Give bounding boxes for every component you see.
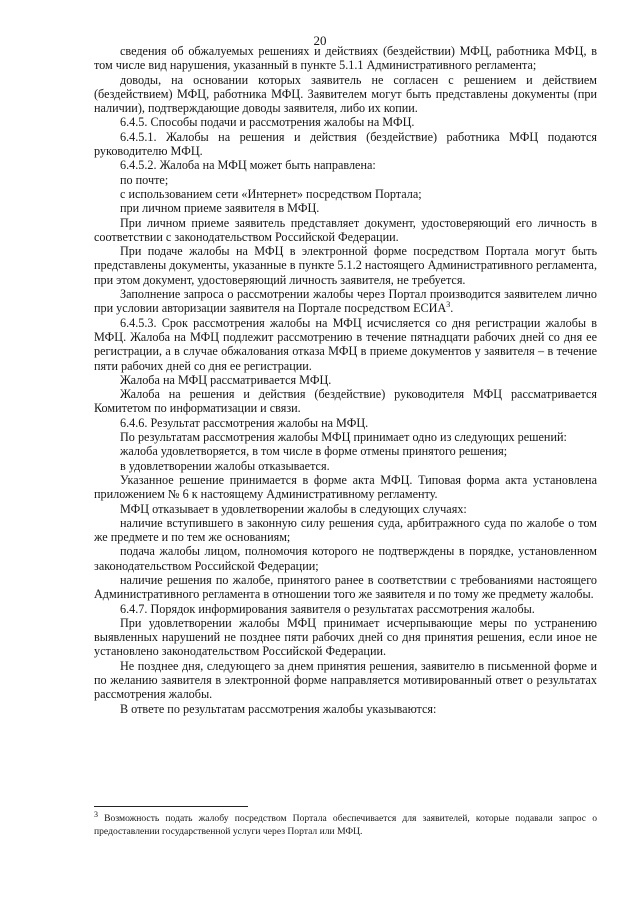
paragraph-with-footnote xyxy=(94,287,597,316)
list-item: наличие вступившего в законную силу решения суда, арбитражного суда по жалобе о том же предмете и по тем же основаниям; xyxy=(94,515,597,545)
list-item: по почте; xyxy=(120,172,169,187)
paragraph: По результатам рассмотрения жалобы МФЦ принимает одно из следующих решений: xyxy=(120,430,567,445)
paragraph: 6.4.5.1. Жалобы на решения и действия (бездействие) работника МФЦ подаются руководителю МФЦ. xyxy=(94,129,597,159)
paragraph: МФЦ отказывает в удовлетворении жалобы в следующих случаях: xyxy=(120,501,467,516)
page-number: 20 xyxy=(313,33,327,48)
section-heading: 6.4.6. Результат рассмотрения жалобы на МФЦ. xyxy=(120,415,369,430)
list-item: в удовлетворении жалобы отказывается. xyxy=(120,458,330,473)
paragraph: доводы, на основании которых заявитель не согласен с решением и действием (бездействием) МФЦ, работника МФЦ. Заявителем могут быть представлены документы (при наличии), подтверждающие доводы заявителя, либо их копии. xyxy=(94,72,597,116)
footnote-reference: 3 xyxy=(446,300,451,310)
footnote-text: Возможность подать жалобу посредством Портала обеспечивается для заявителей, которые подавали запрос о предоставлении государственной услуги через Портал или МФЦ. xyxy=(94,813,597,837)
list-item: с использованием сети «Интернет» посредством Портала; xyxy=(120,186,422,201)
paragraph: В ответе по результатам рассмотрения жалобы указываются: xyxy=(120,701,437,716)
section-heading: 6.4.5. Способы подачи и рассмотрения жалобы на МФЦ. xyxy=(120,115,415,130)
paragraph: 6.4.5.2. Жалоба на МФЦ может быть направлена: xyxy=(120,158,376,173)
paragraph: Жалоба на МФЦ рассматривается МФЦ. xyxy=(120,372,332,387)
paragraph: Не позднее дня, следующего за днем принятия решения, заявителю в письменной форме и по желанию заявителя в электронной форме направляется мотивированный ответ о результатах рассмотрения жалобы. xyxy=(94,658,597,702)
paragraph: При удовлетворении жалобы МФЦ принимает исчерпывающие меры по устранению выявленных нарушений не позднее пяти рабочих дней со дня принятия решения, если иное не установлено законодательством Российской Федерации. xyxy=(94,615,597,659)
paragraph: Указанное решение принимается в форме акта МФЦ. Типовая форма акта установлена приложением № 6 к настоящему Административному регламенту. xyxy=(94,472,597,502)
footnote-marker: 3 xyxy=(94,809,98,819)
paragraph: Жалоба на решения и действия (бездействие) руководителя МФЦ рассматривается Комитетом по информатизации и связи. xyxy=(94,387,597,416)
paragraph-text: Заполнение запроса о рассмотрении жалобы через Портал производится заявителем лично при условии авторизации заявителя на Портале посредством ЕСИА xyxy=(94,287,597,316)
section-heading: 6.4.7. Порядок информирования заявителя о результатах рассмотрения жалобы. xyxy=(120,601,535,616)
list-item: при личном приеме заявителя в МФЦ. xyxy=(120,201,320,216)
document-body xyxy=(94,44,597,716)
paragraph: 6.4.5.3. Срок рассмотрения жалобы на МФЦ исчисляется со дня регистрации жалобы в МФЦ. Жалоба на МФЦ подлежит рассмотрению в течение пятнадцати рабочих дней со дня ее регистрации, а в случае обжалования отказа МФЦ в приеме документов у заявителя – в течение пяти рабочих дней со дня ее регистрации. xyxy=(94,315,597,373)
paragraph-end: . xyxy=(450,301,454,316)
paragraph: При личном приеме заявитель представляет документ, удостоверяющий его личность в соответствии с законодательством Российской Федерации. xyxy=(94,215,597,244)
paragraph: сведения об обжалуемых решениях и действиях (бездействии) МФЦ, работника МФЦ, в том числе вид нарушения, указанный в пункте 5.1.1 Административного регламента; xyxy=(94,44,597,73)
footnote xyxy=(94,809,597,838)
footnote-divider xyxy=(94,806,248,807)
paragraph: При подаче жалобы на МФЦ в электронной форме посредством Портала могут быть представлены документы, указанные в пункте 5.1.2 настоящего Административного регламента, при этом документ, удостоверяющий личность заявителя, не требуется. xyxy=(94,244,597,287)
list-item: подача жалобы лицом, полномочия которого не подтверждены в порядке, установленном законодательством Российской Федерации; xyxy=(94,544,597,573)
list-item: жалоба удовлетворяется, в том числе в форме отмены принятого решения; xyxy=(120,444,508,459)
list-item: наличие решения по жалобе, принятого ранее в соответствии с требованиями настоящего Административного регламента в отношении того же заявителя и по тому же предмету жалобы. xyxy=(94,572,597,602)
